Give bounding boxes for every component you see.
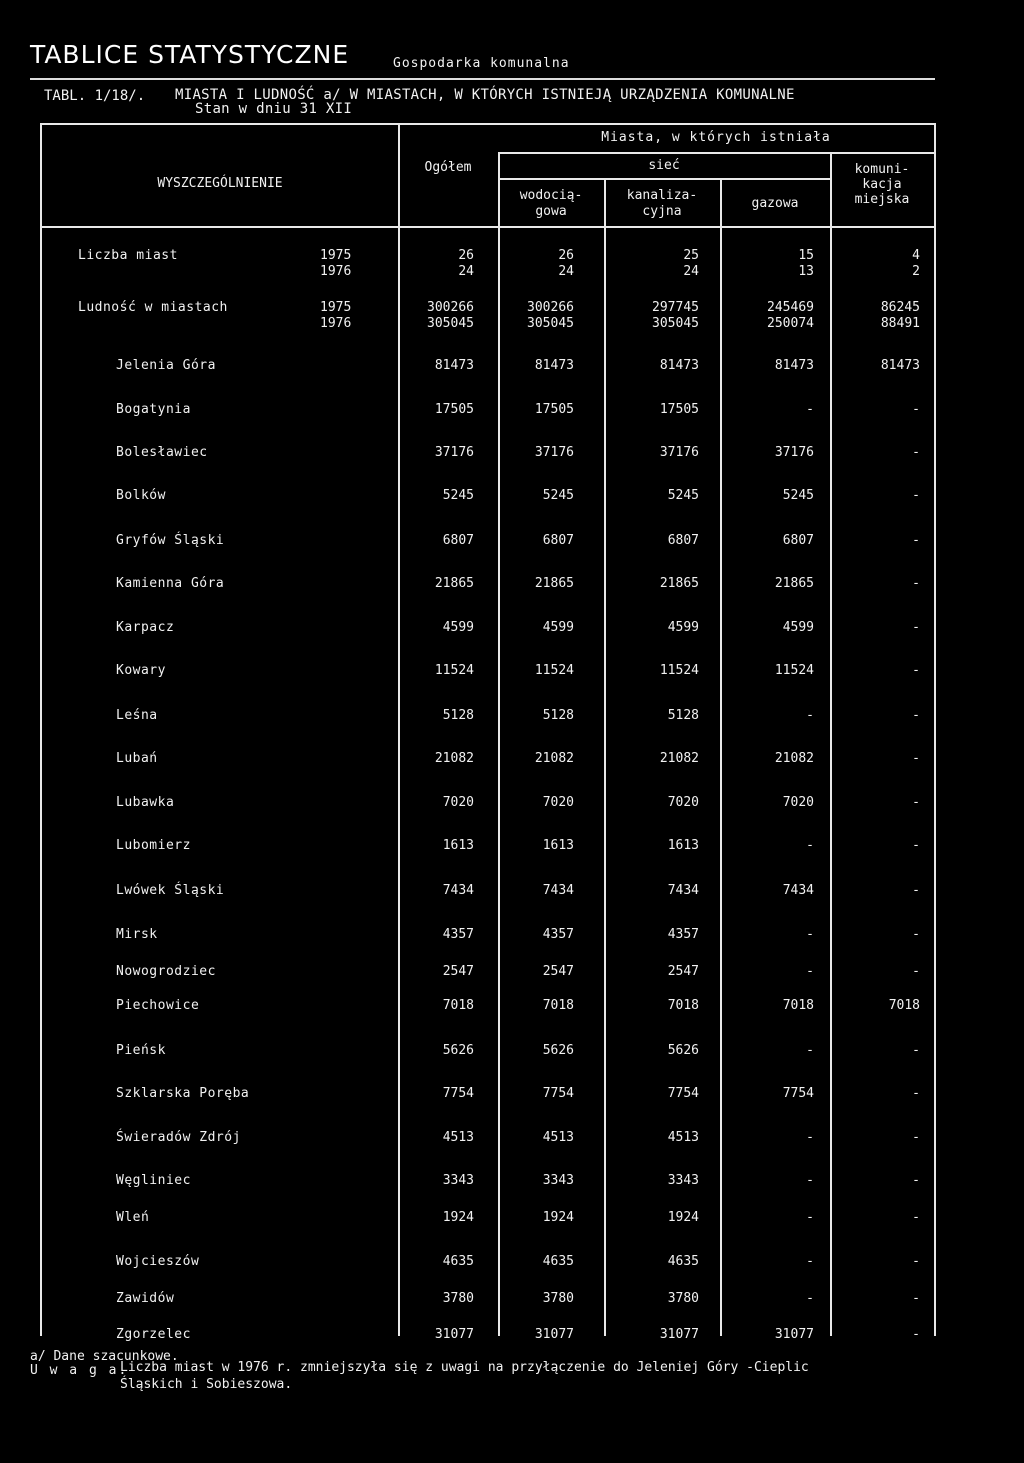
table-cell: 4	[912, 248, 920, 263]
row-label-town: Karpacz	[116, 620, 175, 635]
table-cell: 3343	[542, 1173, 574, 1188]
table-cell: 37176	[659, 445, 699, 460]
left-border	[40, 123, 42, 1336]
table-cell: 81473	[774, 358, 814, 373]
table-cell: 4635	[542, 1254, 574, 1269]
table-cell: -	[912, 576, 920, 591]
table-cell: 81473	[534, 358, 574, 373]
row-label-town: Pieńsk	[116, 1043, 166, 1058]
table-cell: 7434	[542, 883, 574, 898]
col-header-transport: komuni- kacja miejska	[854, 162, 910, 207]
table-cell: 5245	[782, 488, 814, 503]
table-cell: 7434	[782, 883, 814, 898]
table-cell: 7018	[442, 998, 474, 1013]
table-cell: 21082	[534, 751, 574, 766]
table-cell: 2547	[442, 964, 474, 979]
table-cell: -	[912, 445, 920, 460]
table-cell: -	[806, 927, 814, 942]
table-cell: 305045	[427, 316, 474, 331]
table-cell: 7754	[442, 1086, 474, 1101]
table-cell: -	[806, 1130, 814, 1145]
table-cell: 7020	[542, 795, 574, 810]
col-header-group: Miasta, w których istniała	[601, 130, 831, 145]
table-caption-date: Stan w dniu 31 XII	[195, 101, 353, 117]
table-cell: -	[912, 1086, 920, 1101]
table-cell: 4599	[667, 620, 699, 635]
table-cell: 37176	[434, 445, 474, 460]
row-label-town: Mirsk	[116, 927, 158, 942]
row-label-town: Węgliniec	[116, 1173, 191, 1188]
table-cell: 7020	[782, 795, 814, 810]
table-cell: 5245	[542, 488, 574, 503]
row-label-town: Piechowice	[116, 998, 200, 1013]
table-cell: -	[912, 883, 920, 898]
table-cell: 305045	[527, 316, 574, 331]
table-cell: -	[912, 1291, 920, 1306]
table-cell: 297745	[652, 300, 699, 315]
row-label-town: Wojcieszów	[116, 1254, 200, 1269]
col-header-total: Ogółem	[424, 160, 472, 175]
table-cell: 5626	[542, 1043, 574, 1058]
table-cell: 21865	[659, 576, 699, 591]
row-label-town: Lubawka	[116, 795, 175, 810]
header-rule	[30, 78, 935, 80]
table-cell: 5128	[442, 708, 474, 723]
table-cell: -	[912, 838, 920, 853]
table-cell: 37176	[774, 445, 814, 460]
table-cell: -	[806, 964, 814, 979]
table-cell: 5245	[667, 488, 699, 503]
table-cell: 250074	[767, 316, 814, 331]
table-cell: 7018	[667, 998, 699, 1013]
table-cell: 300266	[527, 300, 574, 315]
table-cell: 17505	[434, 402, 474, 417]
row-label-town: Zgorzelec	[116, 1327, 191, 1342]
table-cell: -	[912, 751, 920, 766]
table-cell: 4357	[667, 927, 699, 942]
table-cell: 21865	[534, 576, 574, 591]
section-subtitle: Gospodarka komunalna	[393, 56, 570, 71]
table-cell: -	[806, 838, 814, 853]
table-cell: 5128	[542, 708, 574, 723]
table-cell: 4513	[542, 1130, 574, 1145]
table-cell: 13	[798, 264, 814, 279]
note-text-continued: Śląskich i Sobieszowa.	[120, 1377, 293, 1392]
table-cell: 1613	[442, 838, 474, 853]
col-divider-transport	[830, 152, 832, 1336]
table-cell: 7020	[667, 795, 699, 810]
table-cell: 6807	[542, 533, 574, 548]
table-cell: 24	[683, 264, 699, 279]
table-cell: 1924	[667, 1210, 699, 1225]
table-cell: 4513	[442, 1130, 474, 1145]
right-border	[934, 123, 936, 1336]
table-cell: 17505	[659, 402, 699, 417]
table-cell: 245469	[767, 300, 814, 315]
table-cell: 1613	[542, 838, 574, 853]
row-label-town: Gryfów Śląski	[116, 533, 225, 548]
table-cell: 21082	[434, 751, 474, 766]
col-divider-gas	[720, 178, 722, 1336]
table-cell: 31077	[659, 1327, 699, 1342]
table-cell: -	[912, 795, 920, 810]
note-text: Liczba miast w 1976 r. zmniejszyła się z uwagi na przyłączenie do Jeleniej Góry -Cieplic	[120, 1360, 809, 1375]
table-cell: 21865	[774, 576, 814, 591]
net-header-rule	[498, 178, 830, 180]
table-cell: 7434	[442, 883, 474, 898]
row-label-town: Świeradów Zdrój	[116, 1130, 241, 1145]
table-cell: 21082	[659, 751, 699, 766]
table-cell: 4599	[782, 620, 814, 635]
table-cell: 86245	[880, 300, 920, 315]
table-cell: -	[912, 1043, 920, 1058]
table-cell: 4357	[542, 927, 574, 942]
table-cell: 81473	[880, 358, 920, 373]
row-label-town: Szklarska Poręba	[116, 1086, 250, 1101]
table-cell: 7434	[667, 883, 699, 898]
col-header-gas: gazowa	[751, 196, 799, 211]
row-label-town: Leśna	[116, 708, 158, 723]
table-cell: 2547	[542, 964, 574, 979]
table-cell: 3780	[542, 1291, 574, 1306]
table-cell: 7754	[782, 1086, 814, 1101]
col-divider-water	[498, 152, 500, 1336]
table-cell: 11524	[434, 663, 474, 678]
row-label-town: Nowogrodziec	[116, 964, 216, 979]
row-label-population: Ludność w miastach	[78, 300, 228, 315]
table-cell: 3343	[442, 1173, 474, 1188]
row-label-town: Wleń	[116, 1210, 150, 1225]
table-cell: 7020	[442, 795, 474, 810]
table-cell: 5626	[667, 1043, 699, 1058]
table-cell: 31077	[434, 1327, 474, 1342]
table-cell: 1924	[442, 1210, 474, 1225]
table-cell: 7754	[542, 1086, 574, 1101]
table-cell: 24	[558, 264, 574, 279]
table-cell: 5128	[667, 708, 699, 723]
table-cell: 300266	[427, 300, 474, 315]
table-cell: 31077	[774, 1327, 814, 1342]
table-cell: 4357	[442, 927, 474, 942]
table-cell: -	[912, 964, 920, 979]
table-cell: 7018	[782, 998, 814, 1013]
table-cell: 88491	[880, 316, 920, 331]
table-caption: MIASTA I LUDNOŚĆ a/ W MIASTACH, W KTÓRYCH ISTNIEJĄ URZĄDZENIA KOMUNALNE	[175, 87, 795, 103]
row-label-town: Zawidów	[116, 1291, 175, 1306]
table-cell: -	[806, 1210, 814, 1225]
table-number: TABL. 1/18/.	[44, 88, 146, 104]
table-cell: -	[806, 1173, 814, 1188]
row-year: 1975	[320, 248, 352, 263]
table-cell: -	[806, 708, 814, 723]
table-cell: 1924	[542, 1210, 574, 1225]
table-cell: 7018	[542, 998, 574, 1013]
table-cell: -	[912, 488, 920, 503]
table-cell: 26	[558, 248, 574, 263]
table-cell: -	[912, 1327, 920, 1342]
table-cell: 21865	[434, 576, 474, 591]
note-label: U w a g a.	[30, 1363, 129, 1378]
row-label-town: Lwówek Śląski	[116, 883, 225, 898]
table-cell: 17505	[534, 402, 574, 417]
row-label-town: Lubań	[116, 751, 158, 766]
table-cell: 11524	[774, 663, 814, 678]
table-cell: 5245	[442, 488, 474, 503]
table-cell: 31077	[534, 1327, 574, 1342]
table-cell: 6807	[442, 533, 474, 548]
table-cell: 21082	[774, 751, 814, 766]
row-label-town: Bolków	[116, 488, 166, 503]
table-cell: -	[806, 1043, 814, 1058]
table-cell: 11524	[534, 663, 574, 678]
table-cell: -	[912, 663, 920, 678]
row-label-city-count: Liczba miast	[78, 248, 178, 263]
table-top-border	[40, 123, 936, 125]
col-header-net: sieć	[648, 158, 680, 173]
table-cell: 4599	[542, 620, 574, 635]
table-cell: 1613	[667, 838, 699, 853]
table-cell: 15	[798, 248, 814, 263]
table-cell: 11524	[659, 663, 699, 678]
table-cell: -	[912, 402, 920, 417]
table-cell: -	[912, 1254, 920, 1269]
col-header-spec: WYSZCZEGÓLNIENIE	[157, 176, 283, 191]
table-cell: 24	[458, 264, 474, 279]
table-cell: 3780	[442, 1291, 474, 1306]
table-cell: 6807	[782, 533, 814, 548]
group-header-rule	[498, 152, 936, 154]
table-cell: -	[806, 1254, 814, 1269]
table-cell: -	[912, 1173, 920, 1188]
table-cell: 4599	[442, 620, 474, 635]
row-label-town: Kowary	[116, 663, 166, 678]
table-cell: 25	[683, 248, 699, 263]
row-year: 1976	[320, 316, 352, 331]
row-year: 1975	[320, 300, 352, 315]
col-header-sewer: kanaliza- cyjna	[626, 188, 698, 219]
col-divider-sewer	[604, 178, 606, 1336]
table-cell: -	[806, 402, 814, 417]
table-cell: -	[912, 620, 920, 635]
table-cell: 6807	[667, 533, 699, 548]
table-cell: -	[912, 927, 920, 942]
table-cell: -	[912, 708, 920, 723]
table-cell: 3343	[667, 1173, 699, 1188]
row-year: 1976	[320, 264, 352, 279]
table-cell: 305045	[652, 316, 699, 331]
table-cell: 37176	[534, 445, 574, 460]
row-label-town: Kamienna Góra	[116, 576, 225, 591]
row-label-town: Lubomierz	[116, 838, 191, 853]
page-title: TABLICE STATYSTYCZNE	[30, 40, 350, 69]
table-cell: 3780	[667, 1291, 699, 1306]
col-divider-total	[398, 123, 400, 1336]
table-cell: 2	[912, 264, 920, 279]
table-cell: 4513	[667, 1130, 699, 1145]
table-cell: 2547	[667, 964, 699, 979]
col-header-water: wodocią- gowa	[519, 188, 583, 219]
table-cell: -	[806, 1291, 814, 1306]
footnote-a: a/ Dane szacunkowe.	[30, 1349, 179, 1364]
table-cell: 4635	[667, 1254, 699, 1269]
table-cell: 26	[458, 248, 474, 263]
table-cell: 4635	[442, 1254, 474, 1269]
row-label-town: Jelenia Góra	[116, 358, 216, 373]
table-cell: -	[912, 1210, 920, 1225]
row-label-town: Bolesławiec	[116, 445, 208, 460]
table-cell: 7754	[667, 1086, 699, 1101]
table-cell: -	[912, 1130, 920, 1145]
header-bottom-border	[40, 226, 936, 228]
table-cell: 5626	[442, 1043, 474, 1058]
table-cell: 81473	[659, 358, 699, 373]
table-cell: -	[912, 533, 920, 548]
table-cell: 7018	[888, 998, 920, 1013]
table-cell: 81473	[434, 358, 474, 373]
row-label-town: Bogatynia	[116, 402, 191, 417]
